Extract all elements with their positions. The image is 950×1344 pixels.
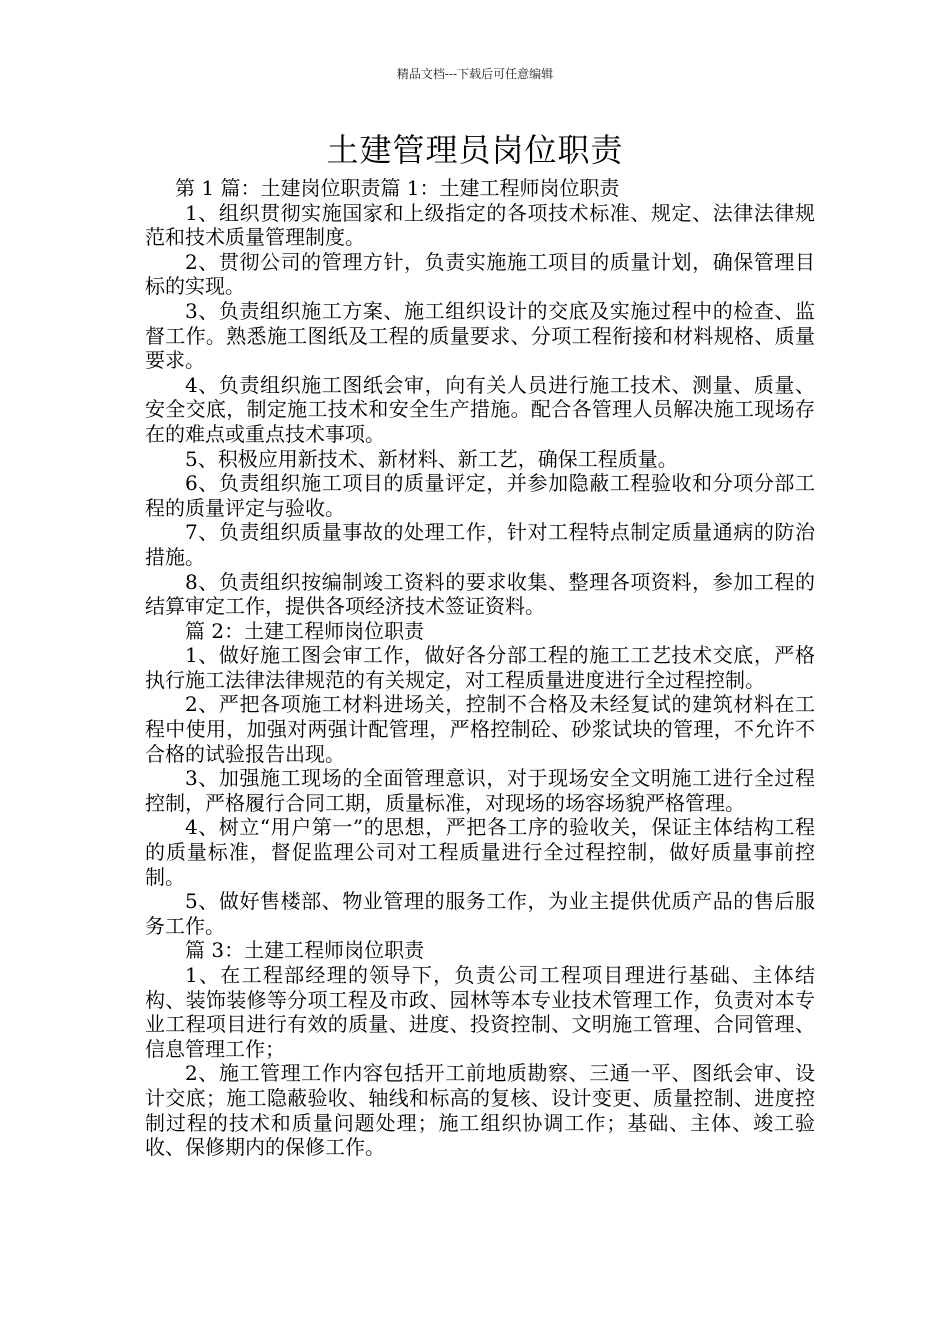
- section1-item: 1、组织贯彻实施国家和上级指定的各项技术标准、规定、法律法律规范和技术质量管理制度。: [145, 200, 815, 250]
- section2-item: 3、加强施工现场的全面管理意识，对于现场安全文明施工进行全过程控制，严格履行合同工期，质量标准，对现场的场容场貌严格管理。: [145, 766, 815, 815]
- section1-item: 4、负责组织施工图纸会审，向有关人员进行施工技术、测量、质量、安全交底，制定施工技术和安全生产措施。配合各管理人员解决施工现场存在的难点或重点技术事项。: [145, 372, 815, 446]
- section2-item: 4、树立“用户第一”的思想，严把各工序的验收关，保证主体结构工程的质量标准，督促监理公司对工程质量进行全过程控制，做好质量事前控制。: [145, 815, 815, 889]
- section2-item: 1、做好施工图会审工作，做好各分部工程的施工工艺技术交底，严格执行施工法律法律规范的有关规定，对工程质量进度进行全过程控制。: [145, 643, 815, 692]
- section3-item: 1、在工程部经理的领导下，负责公司工程项目理进行基础、主体结构、装饰装修等分项工程及市政、园林等本专业技术管理工作，负责对本专业工程项目进行有效的质量、进度、投资控制、文明施工管理、合同管理、信息管理工作；: [145, 963, 815, 1061]
- section2-heading: 篇 2：土建工程师岗位职责: [185, 618, 425, 643]
- section3-item: 2、施工管理工作内容包括开工前地质勘察、三通一平、图纸会审、设计交底；施工隐蔽验收、轴线和标高的复核、设计变更、质量控制、进度控制过程的技术和质量问题处理；施工组织协调工作；基础、主体、竣工验收、保修期内的保修工作。: [145, 1061, 815, 1160]
- section2-item: 2、严把各项施工材料进场关，控制不合格及未经复试的建筑材料在工程中使用，加强对两强计配管理，严格控制砼、砂浆试块的管理，不允许不合格的试验报告出现。: [145, 692, 815, 766]
- intro-heading: 第 1 篇：土建岗位职责篇 1：土建工程师岗位职责: [175, 176, 620, 200]
- section1-item: 6、负责组织施工项目的质量评定，并参加隐蔽工程验收和分项分部工程的质量评定与验收。: [145, 471, 815, 520]
- document-title: 土建管理员岗位职责: [326, 131, 624, 169]
- section1-item: 8、负责组织按编制竣工资料的要求收集、整理各项资料，参加工程的结算审定工作，提供各项经济技术签证资料。: [145, 569, 815, 619]
- section1-item: 2、贯彻公司的管理方针，负责实施施工项目的质量计划，确保管理目标的实现。: [145, 249, 815, 299]
- page-header-note: 精品文档---下载后可任意编辑: [396, 67, 554, 81]
- section1-item: 5、积极应用新技术、新材料、新工艺，确保工程质量。: [185, 446, 678, 471]
- document-body: [145, 176, 815, 1160]
- section1-item: 3、负责组织施工方案、施工组织设计的交底及实施过程中的检查、监督工作。熟悉施工图纸及工程的质量要求、分项工程衔接和材料规格、质量要求。: [145, 298, 815, 373]
- section3-heading: 篇 3：土建工程师岗位职责: [185, 938, 425, 963]
- section1-item: 7、负责组织质量事故的处理工作，针对工程特点制定质量通病的防治措施。: [145, 520, 815, 569]
- section2-item: 5、做好售楼部、物业管理的服务工作，为业主提供优质产品的售后服务工作。: [145, 889, 815, 938]
